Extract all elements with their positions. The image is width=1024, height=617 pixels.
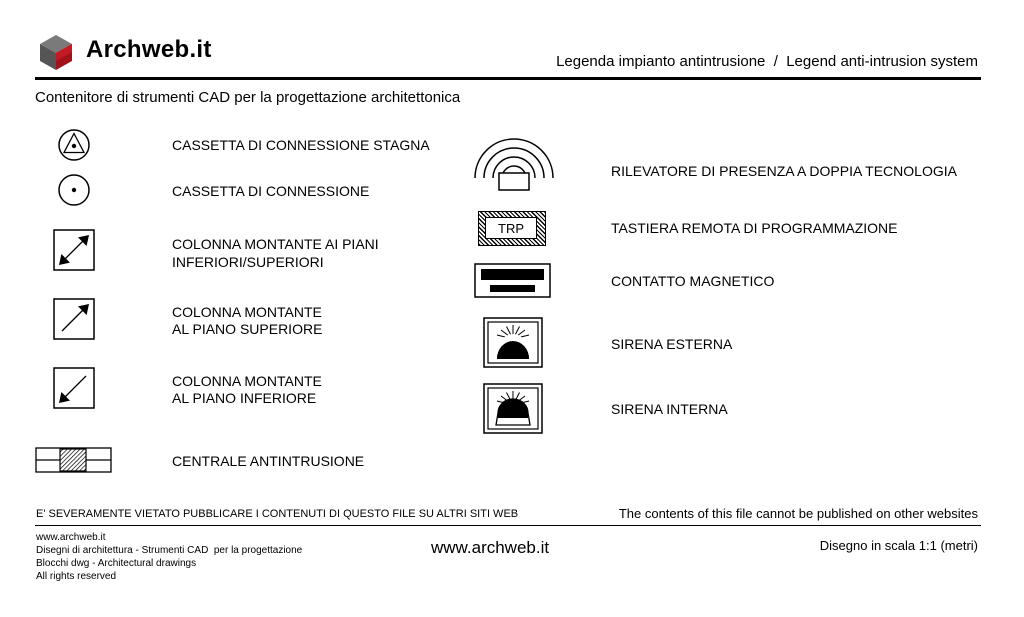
junction-box-icon bbox=[56, 172, 92, 208]
archweb-logo-icon bbox=[36, 32, 76, 72]
legend-label-watertight-junction-box: CASSETTA DI CONNESSIONE STAGNA bbox=[172, 137, 430, 153]
legend-label-riser-up-down-1: COLONNA MONTANTE AI PIANI bbox=[172, 236, 379, 252]
legend-label-junction-box: CASSETTA DI CONNESSIONE bbox=[172, 183, 370, 199]
page-subtitle: Contenitore di strumenti CAD per la progettazione architettonica bbox=[35, 89, 461, 106]
legend-label-control-panel: CENTRALE ANTINTRUSIONE bbox=[172, 453, 365, 469]
riser-up-down-icon bbox=[53, 229, 95, 271]
magnetic-contact-icon bbox=[474, 263, 552, 299]
remote-keypad-icon bbox=[478, 211, 546, 246]
watertight-junction-box-icon bbox=[56, 127, 92, 163]
legend-label-riser-up-down-2: INFERIORI/SUPERIORI bbox=[172, 254, 324, 270]
external-siren-icon bbox=[483, 317, 545, 369]
footer-info-line-3: Blocchi dwg - Architectural drawings bbox=[36, 558, 197, 569]
remote-keypad-text: TRP bbox=[498, 221, 524, 236]
copyright-warning-en: The contents of this file cannot be published on other websites bbox=[618, 506, 978, 521]
riser-down-icon bbox=[53, 367, 95, 409]
brand-name: Archweb.it bbox=[86, 36, 212, 63]
footer-rule bbox=[35, 525, 981, 526]
footer-info-line-4: All rights reserved bbox=[36, 571, 117, 582]
footer-website: www.archweb.it bbox=[431, 538, 550, 557]
footer-info-line-1: www.archweb.it bbox=[36, 532, 106, 543]
legend-label-riser-down-1: COLONNA MONTANTE bbox=[172, 373, 322, 389]
legend-label-internal-siren: SIRENA INTERNA bbox=[611, 401, 728, 417]
legend-label-riser-down-2: AL PIANO INFERIORE bbox=[172, 390, 317, 406]
dual-tech-detector-icon bbox=[470, 134, 558, 194]
drawing-title: Legenda impianto antintrusione / Legend anti-intrusion system bbox=[556, 53, 978, 70]
legend-label-remote-keypad: TASTIERA REMOTA DI PROGRAMMAZIONE bbox=[611, 220, 898, 236]
footer-info-line-2: Disegni di architettura - Strumenti CAD per la progettazione bbox=[36, 545, 303, 556]
legend-label-dual-tech-detector: RILEVATORE DI PRESENZA A DOPPIA TECNOLOGIA bbox=[611, 163, 957, 179]
legend-label-riser-up-2: AL PIANO SUPERIORE bbox=[172, 321, 323, 337]
legend-label-magnetic-contact: CONTATTO MAGNETICO bbox=[611, 273, 775, 289]
drawing-scale: Disegno in scala 1:1 (metri) bbox=[819, 538, 978, 553]
legend-label-riser-up-1: COLONNA MONTANTE bbox=[172, 304, 322, 320]
header-rule bbox=[35, 77, 981, 80]
internal-siren-icon bbox=[483, 383, 545, 435]
riser-up-icon bbox=[53, 298, 95, 340]
copyright-warning-it: E' SEVERAMENTE VIETATO PUBBLICARE I CONTENUTI DI QUESTO FILE SU ALTRI SITI WEB bbox=[36, 508, 519, 520]
control-panel-icon bbox=[35, 447, 113, 474]
legend-label-external-siren: SIRENA ESTERNA bbox=[611, 336, 733, 352]
